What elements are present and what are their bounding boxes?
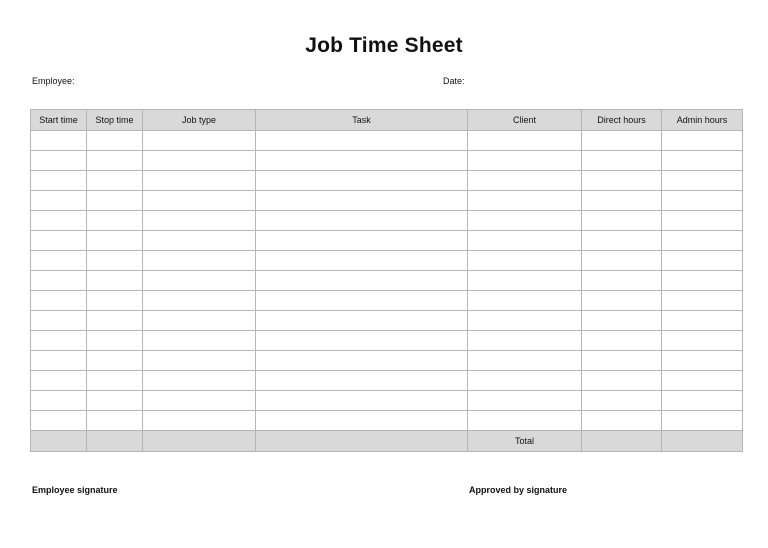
cell-direct-hours[interactable] — [582, 391, 662, 411]
column-header-job-type: Job type — [143, 110, 256, 131]
cell-stop-time[interactable] — [87, 171, 143, 191]
cell-direct-hours[interactable] — [582, 151, 662, 171]
cell-stop-time[interactable] — [87, 271, 143, 291]
cell-start-time[interactable] — [31, 371, 87, 391]
cell-job-type[interactable] — [143, 151, 256, 171]
cell-client[interactable] — [468, 351, 582, 371]
cell-task[interactable] — [256, 251, 468, 271]
cell-client[interactable] — [468, 311, 582, 331]
cell-client[interactable] — [468, 231, 582, 251]
cell-job-type[interactable] — [143, 211, 256, 231]
cell-job-type[interactable] — [143, 271, 256, 291]
table-row — [31, 411, 743, 431]
cell-job-type[interactable] — [143, 371, 256, 391]
cell-stop-time[interactable] — [87, 331, 143, 351]
total-row — [31, 431, 743, 452]
cell-task[interactable] — [256, 291, 468, 311]
cell-task[interactable] — [256, 231, 468, 251]
cell-admin-hours[interactable] — [662, 371, 743, 391]
cell-direct-hours[interactable] — [582, 211, 662, 231]
employee-signature-label: Employee signature — [32, 485, 118, 495]
table-row — [31, 131, 743, 151]
employee-label: Employee: — [32, 76, 75, 86]
cell-task[interactable] — [256, 171, 468, 191]
cell-admin-hours[interactable] — [662, 391, 743, 411]
cell-job-type[interactable] — [143, 131, 256, 151]
cell-admin-hours[interactable] — [662, 291, 743, 311]
cell-stop-time[interactable] — [87, 351, 143, 371]
cell-direct-hours[interactable] — [582, 371, 662, 391]
table-row — [31, 351, 743, 371]
cell-admin-hours[interactable] — [662, 331, 743, 351]
cell-client[interactable] — [468, 131, 582, 151]
cell-job-type[interactable] — [143, 331, 256, 351]
cell-stop-time[interactable] — [87, 191, 143, 211]
cell-client[interactable] — [468, 391, 582, 411]
table-body — [31, 131, 743, 431]
cell-job-type[interactable] — [143, 351, 256, 371]
cell-direct-hours[interactable] — [582, 291, 662, 311]
total-cell-blank — [31, 431, 87, 452]
cell-client[interactable] — [468, 211, 582, 231]
cell-direct-hours[interactable] — [582, 331, 662, 351]
cell-job-type[interactable] — [143, 191, 256, 211]
table-row — [31, 331, 743, 351]
cell-stop-time[interactable] — [87, 151, 143, 171]
cell-task[interactable] — [256, 391, 468, 411]
cell-direct-hours[interactable] — [582, 171, 662, 191]
cell-start-time[interactable] — [31, 251, 87, 271]
cell-stop-time[interactable] — [87, 371, 143, 391]
cell-task[interactable] — [256, 271, 468, 291]
cell-task[interactable] — [256, 131, 468, 151]
total-cell-blank — [256, 431, 468, 452]
total-admin-hours-cell[interactable] — [662, 431, 743, 452]
cell-task[interactable] — [256, 311, 468, 331]
cell-job-type[interactable] — [143, 251, 256, 271]
column-header-client: Client — [468, 110, 582, 131]
header-row — [31, 110, 743, 131]
cell-job-type[interactable] — [143, 411, 256, 431]
table-row — [31, 251, 743, 271]
time-sheet-table — [30, 109, 743, 452]
cell-job-type[interactable] — [143, 231, 256, 251]
cell-start-time[interactable] — [31, 211, 87, 231]
table-row — [31, 391, 743, 411]
cell-stop-time[interactable] — [87, 311, 143, 331]
cell-start-time[interactable] — [31, 331, 87, 351]
cell-client[interactable] — [468, 331, 582, 351]
cell-direct-hours[interactable] — [582, 271, 662, 291]
cell-client[interactable] — [468, 191, 582, 211]
cell-start-time[interactable] — [31, 391, 87, 411]
cell-admin-hours[interactable] — [662, 411, 743, 431]
cell-task[interactable] — [256, 211, 468, 231]
total-cell-blank — [87, 431, 143, 452]
cell-client[interactable] — [468, 271, 582, 291]
cell-client[interactable] — [468, 371, 582, 391]
cell-admin-hours[interactable] — [662, 151, 743, 171]
cell-start-time[interactable] — [31, 231, 87, 251]
column-header-admin-hours: Admin hours — [662, 110, 743, 131]
cell-start-time[interactable] — [31, 351, 87, 371]
column-header-stop-time: Stop time — [87, 110, 143, 131]
cell-start-time[interactable] — [31, 131, 87, 151]
cell-stop-time[interactable] — [87, 291, 143, 311]
cell-direct-hours[interactable] — [582, 131, 662, 151]
table-row — [31, 171, 743, 191]
page-title: Job Time Sheet — [305, 34, 463, 57]
cell-client[interactable] — [468, 151, 582, 171]
total-direct-hours-cell[interactable] — [582, 431, 662, 452]
cell-direct-hours[interactable] — [582, 351, 662, 371]
table-row — [31, 211, 743, 231]
cell-client[interactable] — [468, 171, 582, 191]
cell-stop-time[interactable] — [87, 231, 143, 251]
cell-admin-hours[interactable] — [662, 271, 743, 291]
cell-client[interactable] — [468, 251, 582, 271]
column-header-task: Task — [256, 110, 468, 131]
cell-admin-hours[interactable] — [662, 351, 743, 371]
cell-start-time[interactable] — [31, 271, 87, 291]
cell-task[interactable] — [256, 411, 468, 431]
cell-job-type[interactable] — [143, 391, 256, 411]
cell-admin-hours[interactable] — [662, 311, 743, 331]
cell-direct-hours[interactable] — [582, 231, 662, 251]
date-label: Date: — [443, 76, 465, 86]
column-header-direct-hours: Direct hours — [582, 110, 662, 131]
cell-client[interactable] — [468, 411, 582, 431]
cell-admin-hours[interactable] — [662, 251, 743, 271]
cell-admin-hours[interactable] — [662, 231, 743, 251]
cell-start-time[interactable] — [31, 171, 87, 191]
cell-direct-hours[interactable] — [582, 311, 662, 331]
cell-task[interactable] — [256, 151, 468, 171]
approved-by-signature-label: Approved by signature — [469, 485, 568, 495]
cell-stop-time[interactable] — [87, 131, 143, 151]
cell-stop-time[interactable] — [87, 251, 143, 271]
cell-task[interactable] — [256, 351, 468, 371]
cell-admin-hours[interactable] — [662, 211, 743, 231]
cell-start-time[interactable] — [31, 151, 87, 171]
cell-start-time[interactable] — [31, 291, 87, 311]
total-label: Total — [468, 431, 582, 452]
cell-task[interactable] — [256, 331, 468, 351]
table-row — [31, 371, 743, 391]
cell-client[interactable] — [468, 291, 582, 311]
cell-start-time[interactable] — [31, 191, 87, 211]
cell-direct-hours[interactable] — [582, 191, 662, 211]
table-row — [31, 271, 743, 291]
cell-stop-time[interactable] — [87, 411, 143, 431]
cell-job-type[interactable] — [143, 171, 256, 191]
cell-task[interactable] — [256, 371, 468, 391]
total-cell-blank — [143, 431, 256, 452]
cell-start-time[interactable] — [31, 411, 87, 431]
cell-job-type[interactable] — [143, 311, 256, 331]
cell-stop-time[interactable] — [87, 391, 143, 411]
table-row — [31, 291, 743, 311]
table-row — [31, 231, 743, 251]
cell-admin-hours[interactable] — [662, 131, 743, 151]
cell-start-time[interactable] — [31, 311, 87, 331]
cell-job-type[interactable] — [143, 291, 256, 311]
column-header-start-time: Start time — [31, 110, 87, 131]
table-row — [31, 191, 743, 211]
table-row — [31, 311, 743, 331]
cell-direct-hours[interactable] — [582, 251, 662, 271]
cell-stop-time[interactable] — [87, 211, 143, 231]
cell-task[interactable] — [256, 191, 468, 211]
cell-admin-hours[interactable] — [662, 171, 743, 191]
table-row — [31, 151, 743, 171]
cell-direct-hours[interactable] — [582, 411, 662, 431]
cell-admin-hours[interactable] — [662, 191, 743, 211]
